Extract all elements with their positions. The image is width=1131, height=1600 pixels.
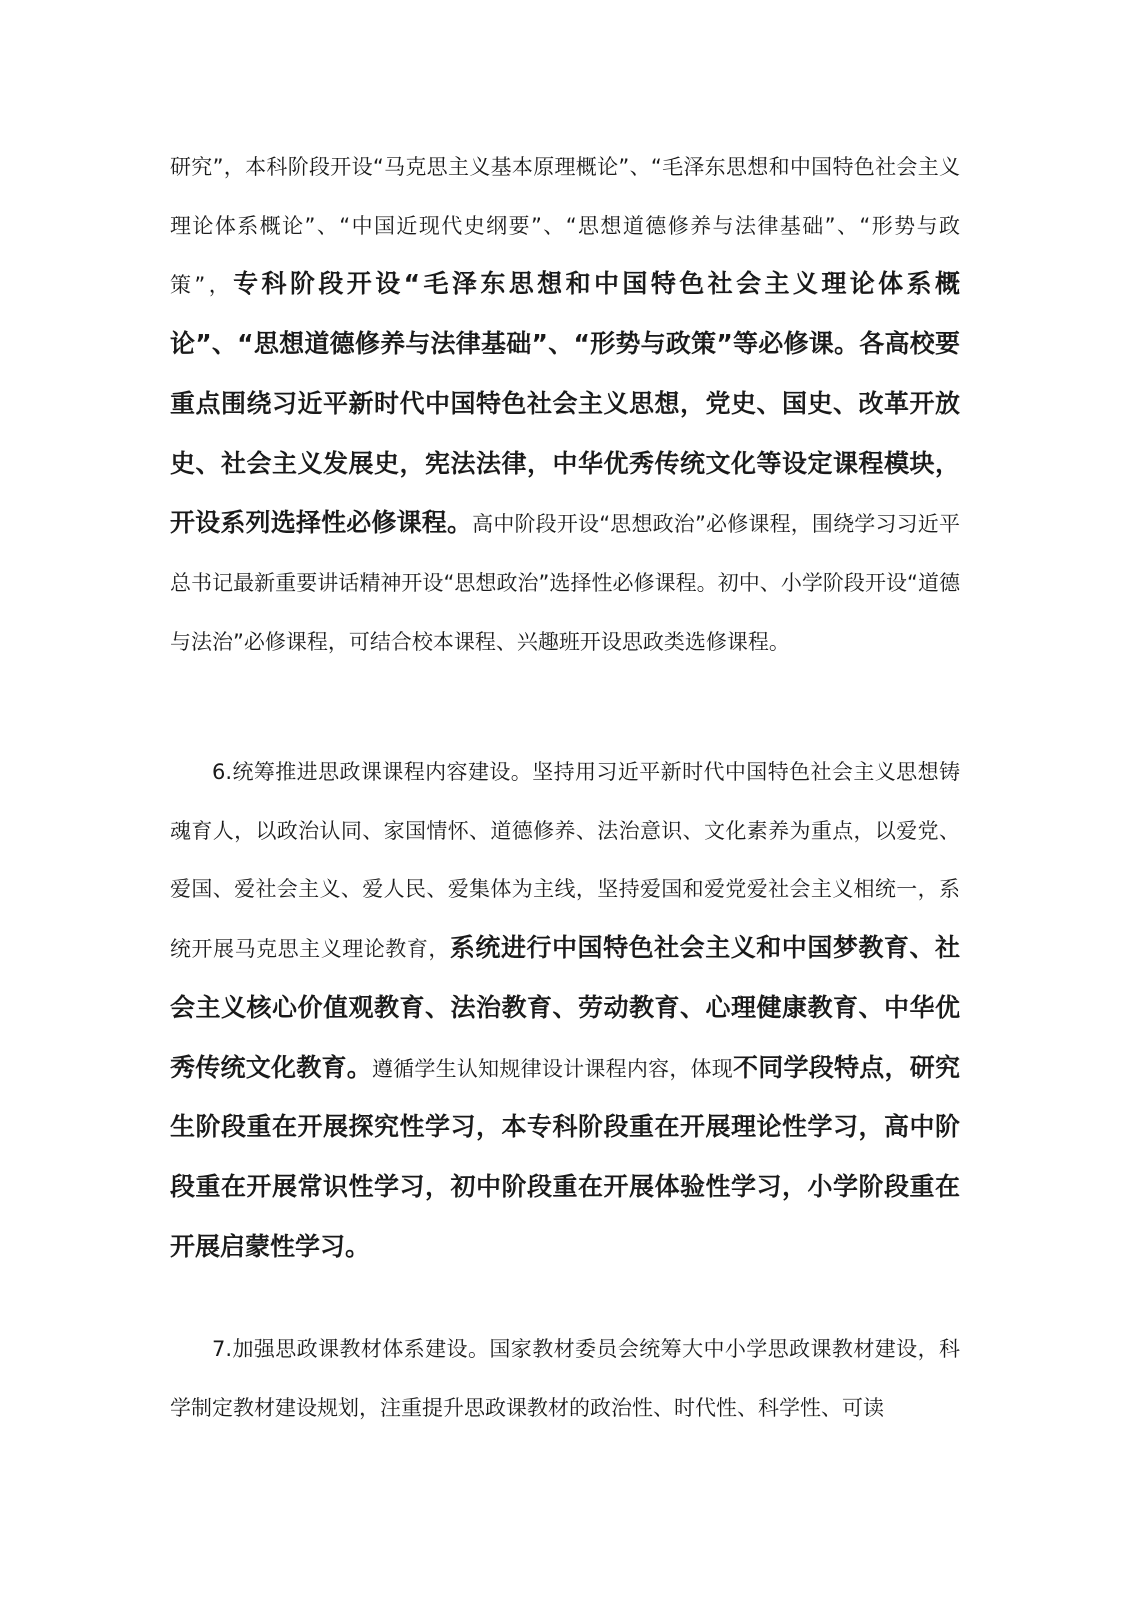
text-run: 6.统筹推进思政课课程内容建设。坚持用习近平新时代中国特色社会主义思想铸魂育人，以政治认同、家国情怀、道德修养、法治意识、文化素养为重点，以爱党、爱国、爱社会主义、爱人民、爱集体为主线，坚持爱国和爱党爱社会主义相统一，系统开展马克思主义理论教育， [170, 760, 960, 962]
text-run: 7.加强思政课教材体系建设。国家教材委员会统筹大中小学思政课教材建设，科学制定教材建设规划，注重提升思政课教材的政治性、时代性、科学性、可读 [170, 1337, 960, 1420]
paragraph-course-offerings [170, 138, 960, 671]
bold-text-run: 系统进行中国特色社会主义和中国梦教育、社会主义核心价值观教育、法治教育、劳动教育、心理健康教育、中华优秀传统文化教育。 [170, 933, 960, 1082]
text-run: 遵循学生认知规律设计课程内容，体现 [371, 1056, 734, 1081]
bold-text-run: 专科阶段开设“毛泽东思想和中国特色社会主义理论体系概论”、“思想道德修养与法律基础”、“形势与政策”等必修课。各高校要重点围绕习近平新时代中国特色社会主义思想，党史、国史、改革开放史、社会主义发展史，宪法法律，中华优秀传统文化等设定课程模块，开设系列选择性必修课程。 [170, 269, 960, 538]
text-run: 研究”，本科阶段开设“马克思主义基本原理概论”、“毛泽东思想和中国特色社会主义理论体系概论”、“中国近现代史纲要”、“思想道德修养与法律基础”、“形势与政策”， [170, 155, 960, 298]
paragraph-item-6-course-content [170, 743, 960, 1277]
text-run: 高中阶段开设“思想政治”必修课程，围绕学习习近平总书记最新重要讲话精神开设“思想政治”选择性必修课程。初中、小学阶段开设“道德与法治”必修课程，可结合校本课程、兴趣班开设思政类选修课程。 [170, 512, 960, 654]
bold-text-run: 不同学段特点，研究生阶段重在开展探究性学习，本专科阶段重在开展理论性学习，高中阶段重在开展常识性学习，初中阶段重在开展体验性学习，小学阶段重在开展启蒙性学习。 [170, 1052, 960, 1261]
paragraph-item-7-textbook-system [170, 1320, 960, 1437]
